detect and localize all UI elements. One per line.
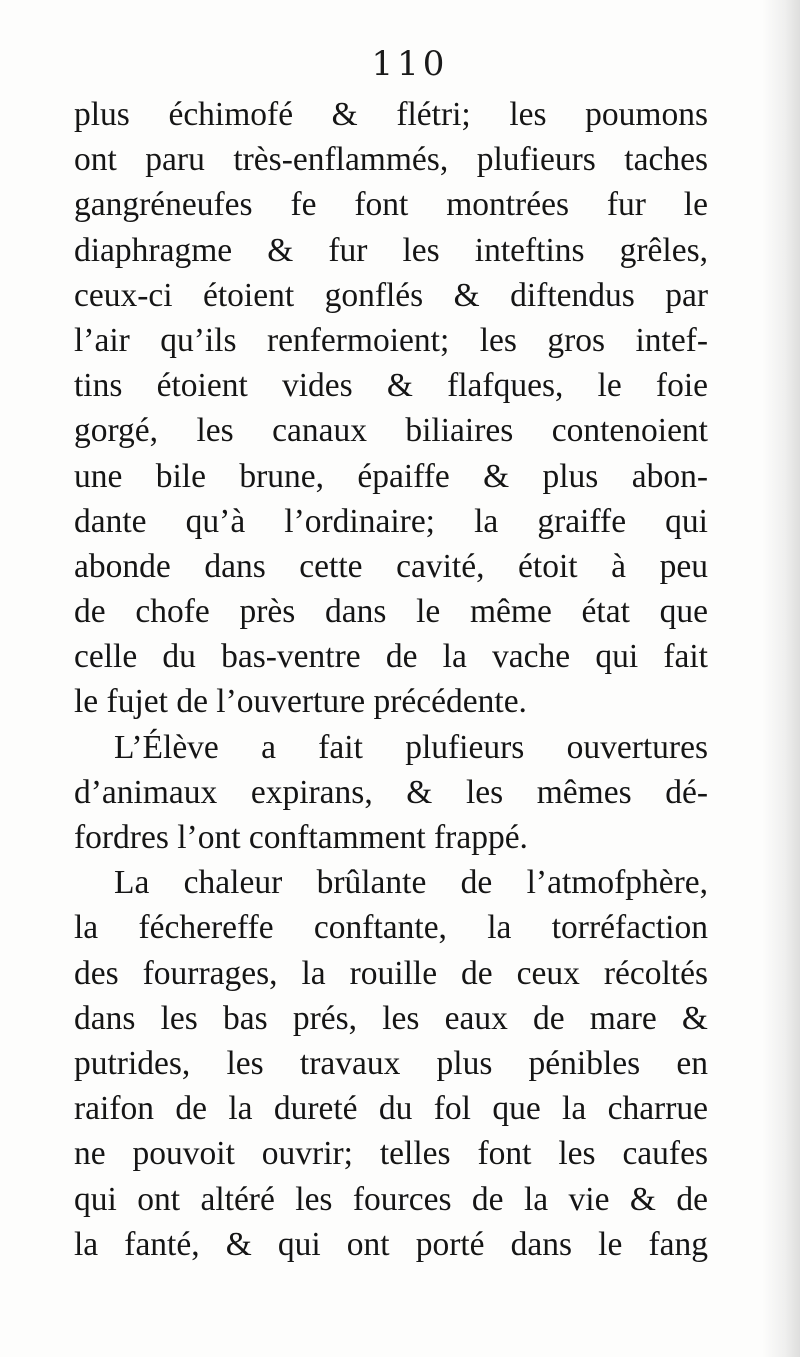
text-line: qui ont altéré les fources de la vie & de: [74, 1180, 708, 1218]
text-line: fordres l’ont conftamment frappé.: [74, 819, 528, 856]
text-line: plus échimofé & flétri; les poumons: [74, 96, 708, 133]
text-line: la fanté, & qui ont porté dans le fang: [74, 1225, 708, 1263]
text-line: ont paru très-enflammés, plufieurs taches: [74, 141, 708, 179]
text-line: diaphragme & fur les inteftins grêles,: [74, 231, 708, 269]
body-text: [74, 92, 708, 1267]
text-line: dante qu’à l’ordinaire; la graiffe qui: [74, 502, 708, 540]
text-line: ceux-ci étoient gonflés & diftendus par: [74, 276, 708, 314]
text-line: des fourrages, la rouille de ceux récoltés: [74, 954, 708, 992]
text-line: d’animaux expirans, & les mêmes dé-: [74, 773, 708, 811]
text-line: putrides, les travaux plus pénibles en: [74, 1044, 708, 1082]
page-edge-shadow: [762, 0, 800, 1357]
text-line: ne pouvoit ouvrir; telles font les caufes: [74, 1135, 708, 1173]
text-line: gorgé, les canaux biliaires contenoient: [74, 412, 708, 450]
text-line: celle du bas-ventre de la vache qui fait: [74, 638, 708, 676]
text-line: dans les bas prés, les eaux de mare &: [74, 999, 708, 1037]
text-line: le fujet de l’ouverture précédente.: [74, 683, 527, 721]
text-line: gangréneufes fe font montrées fur le: [74, 186, 708, 224]
text-line: L’Élève a fait plufieurs ouvertures: [114, 728, 708, 766]
text-line: la féchereffe conftante, la torréfaction: [74, 909, 708, 947]
text-line: l’air qu’ils renfermoient; les gros intef-: [74, 321, 708, 359]
text-line: abonde dans cette cavité, étoit à peu: [74, 547, 708, 585]
text-line: La chaleur brûlante de l’atmofphère,: [114, 864, 708, 902]
text-line: raifon de la dureté du fol que la charrue: [74, 1090, 708, 1128]
text-line: de chofe près dans le même état que: [74, 593, 708, 631]
text-line: une bile brune, épaiffe & plus abon-: [74, 457, 708, 495]
text-line: tins étoient vides & flafques, le foie: [74, 367, 708, 405]
page-number: 110: [371, 44, 449, 84]
